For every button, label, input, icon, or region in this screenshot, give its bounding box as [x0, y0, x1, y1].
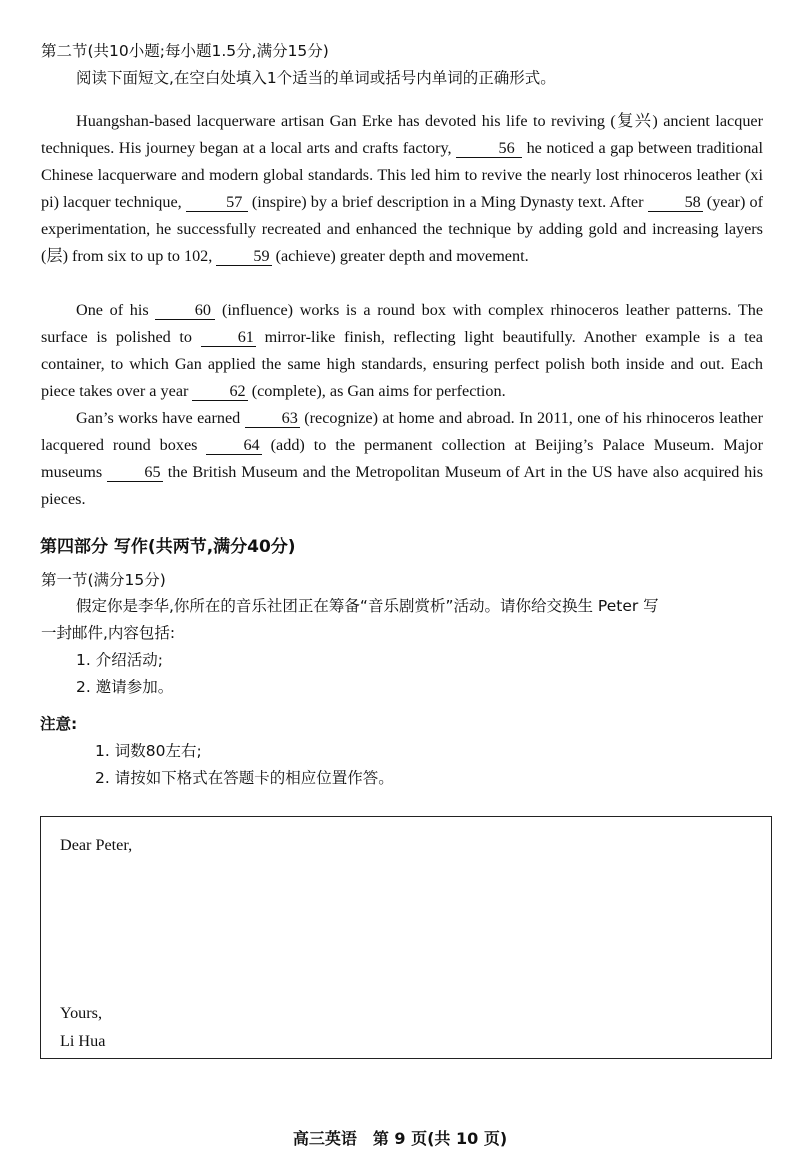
blank-57: 57: [186, 193, 248, 212]
passage-text: (achieve) greater depth and movement.: [271, 247, 529, 265]
note-title: 注意:: [40, 715, 78, 733]
prompt-item: 2. 邀请参加。: [76, 678, 174, 696]
passage-text: (recognize) at home and abroad. In 2011, one of his rhinoceros leather lacquered round boxes: [41, 409, 763, 454]
note-item: 2. 请按如下格式在答题卡的相应位置作答。: [95, 769, 394, 787]
blank-60: 60: [155, 301, 215, 320]
passage-text: Gan’s works have earned: [76, 409, 245, 427]
blank-59: 59: [216, 247, 271, 266]
passage-text: mirror-like finish, reflecting light beautifully. Another example is a tea container, to which Gan applied the same high standards, ensuring perfect polish both inside and out. Each piece takes over a year: [41, 328, 763, 400]
blank-58: 58: [648, 193, 703, 212]
passage-text: (complete), as Gan aims for perfection.: [247, 382, 506, 400]
passage-text: (inspire) by a brief description in a Ming Dynasty text. After: [247, 193, 648, 211]
page-footer: 高三英语 第 9 页(共 10 页): [292, 1129, 508, 1148]
part-title: 第四部分 写作(共两节,满分40分): [40, 537, 296, 557]
writing-prompt: 假定你是李华,你所在的音乐社团正在筹备“音乐剧赏析”活动。请你给交换生 Peter 写: [76, 597, 659, 615]
blank-64: 64: [206, 436, 261, 455]
passage-text: (year) of experimentation, he successfully recreated and enhanced the technique by adding gold and increasing layers (层) from six to up to 102,: [41, 193, 763, 265]
passage-paragraph-2: [41, 297, 763, 405]
passage-paragraph-1: [41, 108, 763, 270]
blank-56: 56: [456, 139, 522, 158]
passage-text: the British Museum and the Metropolitan Museum of Art in the US have also acquired his pieces.: [41, 463, 763, 508]
passage-text: (add) to the permanent collection at Beijing’s Palace Museum. Major museums: [41, 436, 763, 481]
section-title: 第二节(共10小题;每小题1.5分,满分15分): [41, 42, 329, 60]
letter-closing: Yours,: [60, 1004, 102, 1022]
blank-62: 62: [192, 382, 247, 401]
prompt-item: 1. 介绍活动;: [76, 651, 163, 669]
passage-paragraph-3: [41, 405, 763, 513]
note-item: 1. 词数80左右;: [95, 742, 202, 760]
blank-63: 63: [245, 409, 300, 428]
passage-text: One of his: [76, 301, 156, 319]
blank-61: 61: [201, 328, 256, 347]
writing-prompt: 一封邮件,内容包括:: [41, 624, 176, 642]
letter-signature: Li Hua: [60, 1032, 106, 1050]
letter-greeting: Dear Peter,: [60, 836, 133, 854]
blank-65: 65: [107, 463, 163, 482]
section-instruction: 阅读下面短文,在空白处填入1个适当的单词或括号内单词的正确形式。: [76, 69, 556, 87]
passage-text: he noticed a gap between traditional Chinese lacquerware and modern global standards. This led him to revive the nearly lost rhinoceros leather (xi pi) lacquer technique,: [41, 139, 763, 211]
answer-box: [40, 816, 772, 1059]
passage-text: Huangshan-based lacquerware artisan Gan Erke has devoted his life to reviving (复兴) ancient lacquer techniques. His journey began at a local arts and crafts factory,: [41, 112, 763, 157]
passage-text: (influence) works is a round box with complex rhinoceros leather patterns. The surface is polished to: [41, 301, 764, 346]
section-title: 第一节(满分15分): [41, 571, 166, 589]
